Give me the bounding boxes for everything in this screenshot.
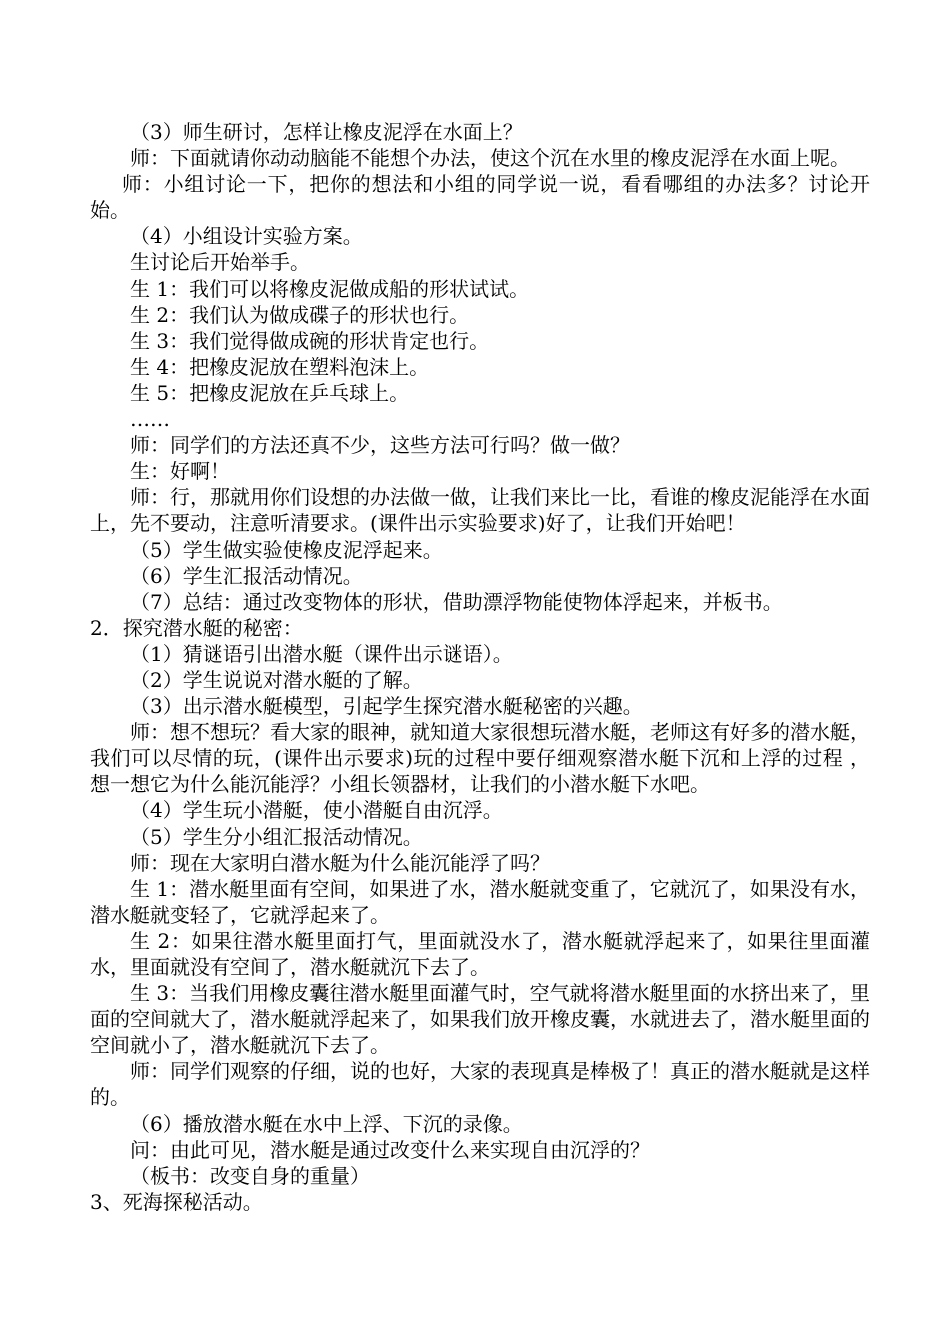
- paragraph: （7）总结：通过改变物体的形状，借助漂浮物能使物体浮起来，并板书。: [130, 589, 783, 614]
- section-heading: 3、死海探秘活动。: [90, 1189, 263, 1214]
- paragraph: 生 5：把橡皮泥放在乒乓球上。: [130, 380, 410, 405]
- paragraph: 师：同学们观察的仔细，说的也好，大家的表现真是棒极了！真正的潜水艇就是这样的。: [90, 1059, 870, 1110]
- paragraph: 生 3：当我们用橡皮囊往潜水艇里面灌气时，空气就将潜水艇里面的水挤出来了，里面的空间就大了，潜水艇就浮起来了，如果我们放开橡皮囊，水就进去了，潜水艇里面的空间就小了，潜水艇就沉下去了。: [90, 981, 870, 1058]
- paragraph: 师：行，那就用你们设想的办法做一做，让我们来比一比，看谁的橡皮泥能浮在水面上，先不要动，注意听清要求。(课件出示实验要求)好了，让我们开始吧！: [90, 485, 870, 536]
- paragraph: （5）学生分小组汇报活动情况。: [130, 824, 423, 849]
- paragraph: 生 4：把橡皮泥放在塑料泡沫上。: [130, 354, 430, 379]
- paragraph: 生讨论后开始举手。: [130, 250, 310, 275]
- section-heading: 2．探究潜水艇的秘密：: [90, 615, 303, 640]
- document-body: [90, 119, 870, 1215]
- paragraph: 师：现在大家明白潜水艇为什么能沉能浮了吗？: [130, 850, 550, 875]
- paragraph: 师：想不想玩？看大家的眼神，就知道大家很想玩潜水艇，老师这有好多的潜水艇，我们可以尽情的玩，(课件出示要求)玩的过程中要仔细观察潜水艇下沉和上浮的过程 ，想一想它为什么能沉能浮？小组长领器材，让我们的小潜水艇下水吧。: [90, 720, 870, 797]
- paragraph: 问：由此可见，潜水艇是通过改变什么来实现自由沉浮的？: [130, 1137, 650, 1162]
- paragraph: （3）师生研讨，怎样让橡皮泥浮在水面上？: [130, 120, 523, 144]
- paragraph: 生 2：如果往潜水艇里面打气，里面就没水了，潜水艇就浮起来了，如果往里面灌水，里面就没有空间了，潜水艇就沉下去了。: [90, 928, 870, 979]
- paragraph: （5）学生做实验使橡皮泥浮起来。: [130, 537, 443, 562]
- paragraph: 生 2：我们认为做成碟子的形状也行。: [130, 302, 470, 327]
- paragraph: （3）出示潜水艇模型，引起学生探究潜水艇秘密的兴趣。: [130, 694, 643, 719]
- paragraph: （6）学生汇报活动情况。: [130, 563, 363, 588]
- paragraph: 师：小组讨论一下，把你的想法和小组的同学说一说，看看哪组的办法多？讨论开始。: [90, 172, 870, 223]
- paragraph: 生 1：潜水艇里面有空间，如果进了水，潜水艇就变重了，它就沉了，如果没有水，潜水艇就变轻了，它就浮起来了。: [90, 876, 870, 927]
- paragraph: 生 1：我们可以将橡皮泥做成船的形状试试。: [130, 276, 530, 301]
- paragraph: （6）播放潜水艇在水中上浮、下沉的录像。: [130, 1111, 523, 1136]
- paragraph: 师：同学们的方法还真不少，这些方法可行吗？做一做？: [130, 433, 630, 458]
- paragraph: （2）学生说说对潜水艇的了解。: [130, 667, 423, 692]
- paragraph: 生 3：我们觉得做成碗的形状肯定也行。: [130, 328, 490, 353]
- paragraph: 师：下面就请你动动脑能不能想个办法，使这个沉在水里的橡皮泥浮在水面上呢。: [130, 146, 850, 171]
- paragraph: （板书：改变自身的重量）: [130, 1163, 370, 1188]
- paragraph: （4）小组设计实验方案。: [130, 224, 363, 249]
- paragraph: ……: [130, 407, 170, 432]
- paragraph: 生：好啊！: [130, 459, 230, 484]
- paragraph: （4）学生玩小潜艇，使小潜艇自由沉浮。: [130, 798, 503, 823]
- paragraph: （1）猜谜语引出潜水艇（课件出示谜语）。: [130, 641, 513, 666]
